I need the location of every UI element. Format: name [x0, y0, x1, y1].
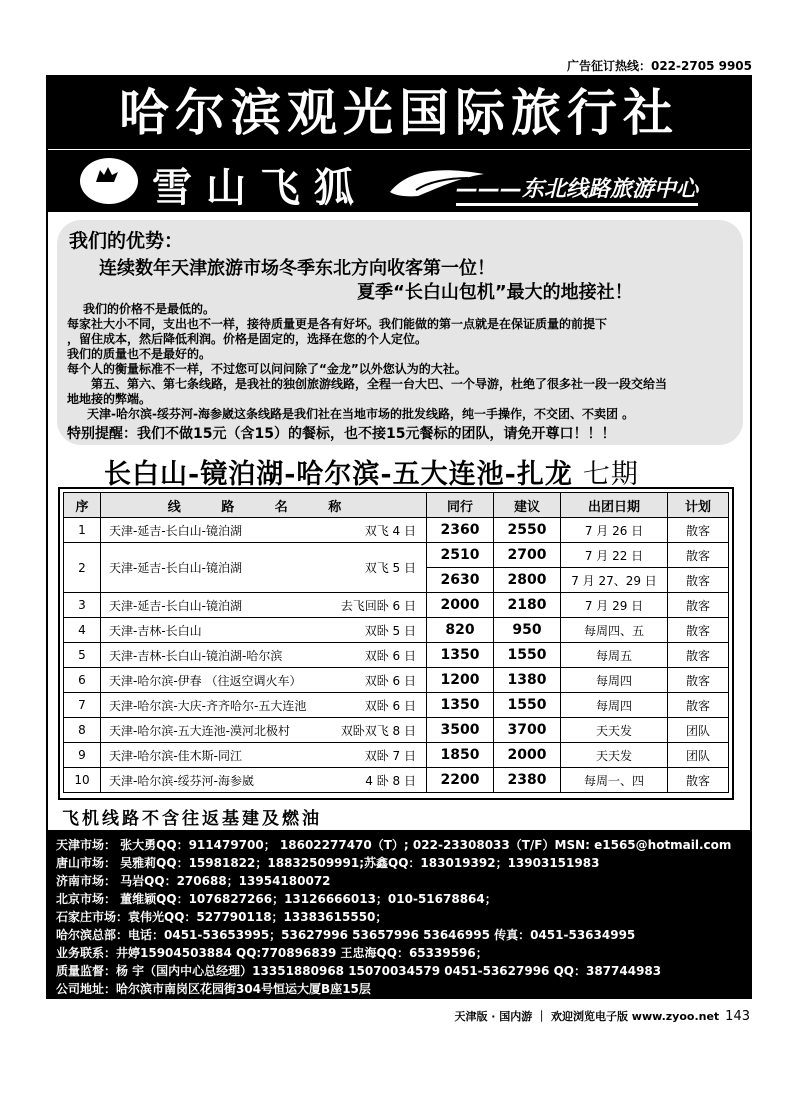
route-title-text: 长白山-镜泊湖-哈尔滨-五大连池-扎龙 — [104, 459, 573, 490]
row-num: 4 — [64, 618, 101, 643]
row-route — [101, 543, 427, 593]
row-date: 7 月 29 日 — [561, 593, 668, 618]
price-table — [63, 492, 729, 793]
row-num: 1 — [64, 518, 101, 543]
route-name: 天津-延吉-长白山-镜泊湖 — [109, 561, 242, 575]
table-row — [64, 718, 729, 743]
table-row — [64, 543, 729, 568]
row-peer-price: 2630 — [427, 568, 494, 593]
row-peer-price: 820 — [427, 618, 494, 643]
table-row — [64, 593, 729, 618]
row-plan: 散客 — [668, 518, 729, 543]
route-name: 天津-吉林-长白山-镜泊湖-哈尔滨 — [109, 648, 283, 663]
special-warning: 特别提醒：我们不做15元（含15）的餐标，也不接15元餐标的团队，请免开尊口！！！ — [67, 426, 616, 442]
row-route — [101, 768, 427, 793]
row-num: 10 — [64, 768, 101, 793]
row-suggest-price: 2700 — [494, 543, 561, 568]
advantage-headline-1: 连续数年天津旅游市场冬季东北方向收客第一位！ — [99, 258, 495, 279]
row-peer-price: 1850 — [427, 743, 494, 768]
row-route — [101, 668, 427, 693]
advantage-text-1: 我们的价格不是最低的。 — [83, 302, 216, 316]
route-days: 去飞回卧 6 日 — [340, 598, 416, 613]
row-num: 2 — [64, 543, 101, 593]
row-peer-price: 2000 — [427, 593, 494, 618]
advantages-title: 我们的优势： — [69, 230, 184, 252]
route-title — [104, 452, 639, 491]
advantage-text-6: 第五、第六、第七条线路，是我社的独创旅游线路，全程一台大巴、一个导游，杜绝了很多社一段一段交给当 — [91, 377, 668, 391]
route-name: 天津-哈尔滨-伊春 （往返空调火车） — [109, 673, 302, 688]
row-suggest-price: 950 — [494, 618, 561, 643]
row-num: 5 — [64, 643, 101, 668]
row-suggest-price: 2800 — [494, 568, 561, 593]
advantage-text-2: 每家社大小不同，支出也不一样，接待质量更是各有好坏。我们能做的第一点就是在保证质量的前提下 — [67, 317, 608, 331]
table-row — [64, 643, 729, 668]
row-plan: 散客 — [668, 543, 729, 568]
row-num: 3 — [64, 593, 101, 618]
row-plan: 团队 — [668, 718, 729, 743]
row-peer-price: 1350 — [427, 693, 494, 718]
route-name: 天津-哈尔滨-绥芬河-海参崴 — [109, 773, 254, 788]
route-days: 双卧 6 日 — [364, 698, 416, 713]
row-route — [101, 718, 427, 743]
table-row — [64, 518, 729, 543]
route-name: 天津-哈尔滨-佳木斯-同江 — [109, 748, 242, 763]
route-days: 双卧 5 日 — [364, 623, 416, 638]
route-days: 4 卧 8 日 — [365, 773, 416, 788]
row-route — [101, 743, 427, 768]
row-date: 每周四 — [561, 693, 668, 718]
ad-hotline: 广告征订热线：022-2705 9905 — [566, 59, 752, 73]
row-plan: 散客 — [668, 643, 729, 668]
row-suggest-price: 1380 — [494, 668, 561, 693]
contact-line: 北京市场： 董维颖QQ：1076827266；13126666013；010-51678864； — [56, 892, 497, 906]
row-num: 9 — [64, 743, 101, 768]
row-plan: 散客 — [668, 593, 729, 618]
header-date: 出团日期 — [561, 493, 668, 518]
row-date: 每周一、四 — [561, 768, 668, 793]
table-row — [64, 693, 729, 718]
route-period: 七期 — [582, 459, 639, 490]
row-peer-price: 1350 — [427, 643, 494, 668]
row-date: 每周四、五 — [561, 618, 668, 643]
row-route — [101, 643, 427, 668]
table-header-row — [64, 493, 729, 518]
row-suggest-price: 1550 — [494, 643, 561, 668]
table-row — [64, 618, 729, 643]
advantage-text-7: 地地接的弊端。 — [67, 392, 152, 406]
row-date: 7 月 26 日 — [561, 518, 668, 543]
route-name: 天津-哈尔滨-大庆-齐齐哈尔-五大连池 — [109, 698, 307, 713]
route-days: 双卧 7 日 — [364, 748, 416, 763]
row-num: 6 — [64, 668, 101, 693]
header-suggest-price: 建议 — [494, 493, 561, 518]
header-num: 序 — [64, 493, 101, 518]
row-suggest-price: 1550 — [494, 693, 561, 718]
row-suggest-price: 2380 — [494, 768, 561, 793]
no-fee-note: 飞机线路不含往返基建及燃油 — [62, 809, 322, 829]
route-days: 双飞 4 日 — [364, 523, 416, 538]
route-days: 双卧 6 日 — [364, 673, 416, 688]
page-number: 143 — [725, 1009, 750, 1024]
row-peer-price: 1200 — [427, 668, 494, 693]
advantages-panel — [57, 220, 743, 445]
contact-panel — [48, 830, 750, 998]
row-suggest-price: 3700 — [494, 718, 561, 743]
advantage-headline-2: 夏季“长白山包机”最大的地接社！ — [357, 282, 633, 303]
row-peer-price: 3500 — [427, 718, 494, 743]
advantage-text-8: 天津-哈尔滨-绥芬河-海参崴这条线路是我们社在当地市场的批发线路，纯一手操作，不交团、不卖团 。 — [87, 407, 635, 421]
row-plan: 散客 — [668, 668, 729, 693]
brand-bar — [48, 150, 750, 212]
row-suggest-price: 2180 — [494, 593, 561, 618]
row-route — [101, 518, 427, 543]
row-plan: 散客 — [668, 768, 729, 793]
table-row — [64, 668, 729, 693]
contact-line: 公司地址：哈尔滨市南岗区花园街304号恒运大厦B座15层 — [56, 982, 371, 996]
brand-subtitle: ———东北线路旅游中心 — [456, 172, 698, 206]
contact-line: 天津市场： 张大勇QQ：911479700； 18602277470（T）; 022-23308033（T/F）MSN: e1565@hotmail.com — [56, 838, 732, 852]
brand-logo — [80, 158, 138, 204]
row-plan: 散客 — [668, 693, 729, 718]
header-plan: 计划 — [668, 493, 729, 518]
row-route — [101, 618, 427, 643]
row-date: 7 月 27、29 日 — [561, 568, 668, 593]
route-days: 双飞 5 日 — [364, 561, 416, 575]
row-plan: 散客 — [668, 568, 729, 593]
contact-line: 质量监督：杨 宇（国内中心总经理）13351880968 15070034579 0451-53627996 QQ：387744983 — [56, 964, 662, 978]
page-footer — [454, 1008, 750, 1024]
company-title: 哈尔滨观光国际旅行社 — [48, 77, 750, 149]
contact-line: 济南市场： 马岩QQ：270688；13954180072 — [56, 874, 331, 888]
route-days: 双卧双飞 8 日 — [340, 723, 416, 738]
table-row — [64, 743, 729, 768]
route-days: 双卧 6 日 — [364, 648, 416, 663]
row-route — [101, 693, 427, 718]
row-peer-price: 2510 — [427, 543, 494, 568]
route-name: 天津-哈尔滨-五大连池-漠河北极村 — [109, 723, 290, 738]
row-suggest-price: 2000 — [494, 743, 561, 768]
brand-name: 雪山飞狐 — [152, 164, 368, 211]
footer-text: 天津版 · 国内游 ｜ 欢迎浏览电子版 www.zyoo.net — [454, 1010, 720, 1023]
row-suggest-price: 2550 — [494, 518, 561, 543]
row-num: 8 — [64, 718, 101, 743]
row-date: 天天发 — [561, 718, 668, 743]
header-route: 线 路 名 称 — [101, 493, 427, 518]
contact-line: 唐山市场： 吴雅莉QQ：15981822；18832509991;苏鑫QQ：183019392；13903151983 — [56, 856, 600, 870]
header-peer-price: 同行 — [427, 493, 494, 518]
route-name: 天津-吉林-长白山 — [109, 623, 202, 638]
contact-line: 石家庄市场：袁伟光QQ：527790118；13383615550； — [56, 910, 388, 924]
contact-line: 哈尔滨总部：电话：0451-53653995；53627996 53657996 53646995 传真：0451-53634995 — [56, 928, 636, 942]
row-date: 天天发 — [561, 743, 668, 768]
row-date: 每周四 — [561, 668, 668, 693]
row-plan: 团队 — [668, 743, 729, 768]
price-table-wrapper — [58, 487, 734, 800]
route-name: 天津-延吉-长白山-镜泊湖 — [109, 598, 242, 613]
row-route — [101, 593, 427, 618]
row-peer-price: 2200 — [427, 768, 494, 793]
advantage-text-5: 每个人的衡量标准不一样，不过您可以问问除了“金龙”以外您认为的大社。 — [67, 362, 467, 376]
advantage-text-3: ，留住成本，然后降低利润。价格是固定的，选择在您的个人定位。 — [67, 332, 428, 346]
contact-line: 业务联系：井婷15904503884 QQ:770896839 王忠海QQ：65339596； — [56, 946, 488, 960]
table-row — [64, 768, 729, 793]
fox-logo-icon — [94, 164, 122, 186]
advantage-text-4: 我们的质量也不是最好的。 — [67, 347, 212, 361]
row-plan: 散客 — [668, 618, 729, 643]
row-peer-price: 2360 — [427, 518, 494, 543]
row-num: 7 — [64, 693, 101, 718]
route-name: 天津-延吉-长白山-镜泊湖 — [109, 523, 242, 538]
row-date: 7 月 22 日 — [561, 543, 668, 568]
row-date: 每周五 — [561, 643, 668, 668]
